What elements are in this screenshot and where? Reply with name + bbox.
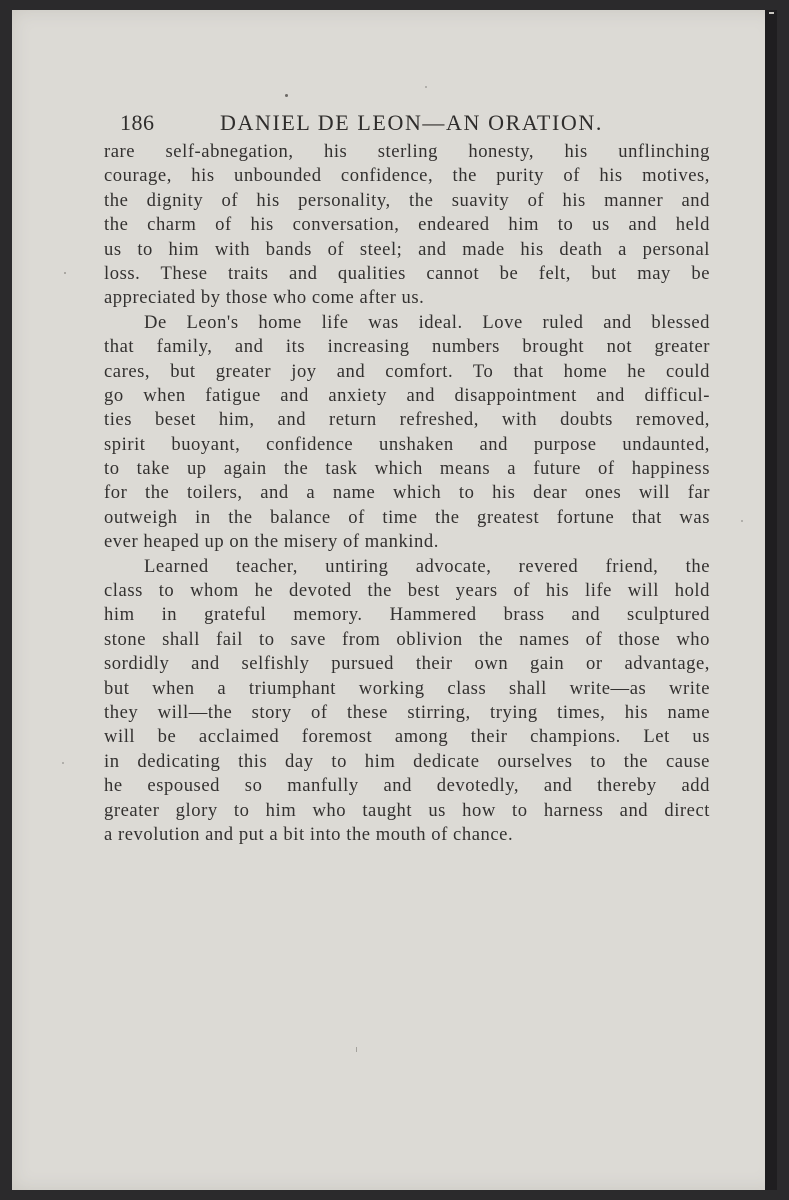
text-line: he espoused so manfully and devotedly, and thereby add (104, 775, 710, 797)
text-line: Learned teacher, untiring advocate, revered friend, the (144, 555, 710, 577)
text-line: in dedicating this day to him dedicate ourselves to the cause (104, 750, 710, 772)
text-line: rare self-abnegation, his sterling honesty, his unflinching (104, 141, 710, 162)
text-line: they will—the story of these stirring, trying times, his name (104, 701, 710, 723)
text-line: spirit buoyant, confidence unshaken and purpose undaunted, (104, 433, 710, 455)
paragraph (104, 311, 710, 555)
text-line: but when a triumphant working class shall write—as write (104, 677, 710, 699)
page-number: 186 (120, 110, 155, 135)
paper-speck (356, 1047, 357, 1052)
scan-corner-mark (769, 12, 774, 14)
paragraph (104, 140, 710, 311)
text-line: appreciated by those who come after us. (104, 287, 425, 309)
text-line: the charm of his conversation, endeared him to us and held (104, 214, 710, 236)
text-line: him in grateful memory. Hammered brass and sculptured (104, 604, 710, 626)
body-text (104, 140, 710, 847)
page-edge-shadow (765, 10, 777, 1190)
text-line: sordidly and selfishly pursued their own gain or advantage, (104, 653, 710, 675)
text-line: the dignity of his personality, the suavity of his manner and (104, 189, 710, 211)
text-line: stone shall fail to save from oblivion the names of those who (104, 628, 710, 650)
text-line: class to whom he devoted the best years of his life will hold (104, 580, 710, 602)
text-line: a revolution and put a bit into the mouth of chance. (104, 823, 514, 845)
text-line: to take up again the task which means a future of happiness (104, 458, 710, 480)
paper-speck (62, 762, 64, 764)
text-line: greater glory to him who taught us how to harness and direct (104, 799, 710, 821)
text-line: that family, and its increasing numbers brought not greater (104, 336, 710, 358)
text-line: courage, his unbounded confidence, the purity of his motives, (104, 165, 710, 187)
text-line: go when fatigue and anxiety and disappointment and difficul- (104, 384, 710, 406)
paper-speck (64, 272, 66, 274)
paper-speck (425, 86, 427, 88)
text-line: us to him with bands of steel; and made his death a personal (104, 238, 710, 260)
text-line: De Leon's home life was ideal. Love ruled and blessed (144, 311, 710, 333)
text-line: loss. These traits and qualities cannot be felt, but may be (104, 262, 710, 284)
text-line: for the toilers, and a name which to his dear ones will far (104, 482, 710, 504)
running-title: DANIEL DE LEON—AN ORATION. (220, 110, 603, 135)
text-line: cares, but greater joy and comfort. To that home he could (104, 360, 710, 382)
paragraph (104, 555, 710, 848)
paper-speck (285, 94, 288, 97)
text-line: outweigh in the balance of time the greatest fortune that was (104, 506, 710, 528)
text-line: ties beset him, and return refreshed, with doubts removed, (104, 409, 710, 431)
paper-speck (741, 520, 743, 522)
text-line: ever heaped up on the misery of mankind. (104, 531, 439, 553)
text-line: will be acclaimed foremost among their champions. Let us (104, 726, 710, 748)
